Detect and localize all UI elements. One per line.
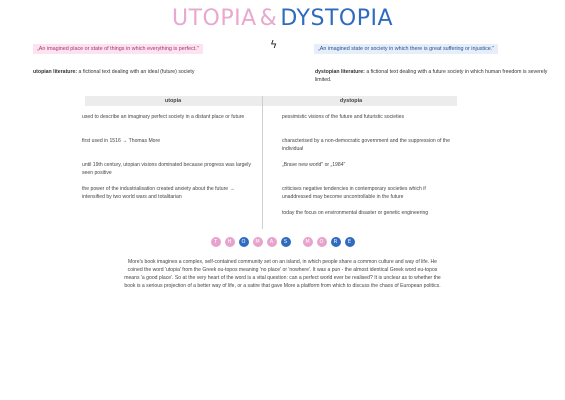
dystopia-row: pessimistic visions of the future and futuristic societies: [282, 114, 405, 120]
utopian-literature-definition: [33, 69, 273, 77]
thomas-more-paragraph: More's book imagines a complex, self-contained community set on an island, in which people share a common culture and way of life. He coined the word 'utopia' from the Greek ou-topos meaning 'no place' or 'nowhere'. It was a pun - the almost identical Greek word eu-topos means 'a good place'. So at the very heart of the word is a vital question: can a perfect world ever be realised? It is unclear as to whether the book is a serious projection of a better way of life, or a satire that gave More a platform from which to discuss the chaos of European politics.: [124, 259, 441, 290]
header-dystopia: dystopia: [339, 98, 363, 104]
utopia-row: used to describe an imaginary perfect society in a distant place or future: [82, 114, 245, 120]
name-letter-dot: T: [211, 237, 221, 247]
name-letter-dot: O: [239, 237, 249, 247]
title-ampersand: &: [259, 6, 278, 31]
name-letter-dot: A: [267, 237, 277, 247]
header-utopia: utopia: [164, 98, 182, 104]
utopia-row: first used in 1516 → Thomas More: [82, 138, 161, 144]
dystopia-row: today the focus on environmental disaster or genetic engineering: [282, 210, 429, 216]
lightning-icon: ϟ: [270, 38, 278, 51]
utopia-definition-quote: „An imagined place or state of things in which everything is perfect.": [33, 44, 203, 54]
comparison-table-header: [85, 96, 457, 106]
name-letter-dot: H: [225, 237, 235, 247]
name-letter-dot: M: [253, 237, 263, 247]
name-letter-dot: M: [303, 237, 313, 247]
thomas-more-dots: [0, 237, 565, 247]
dystopia-row: criticises negative tendencies in contemporary societies which if unaddressed may become uncontrollable in the future: [282, 186, 426, 200]
utopian-literature-text: a fictional text dealing with an ideal (future) society: [77, 69, 195, 75]
dystopian-literature-text: a fictional text dealing with a future society in which human freedom is severely limited.: [315, 69, 548, 83]
dystopia-row: „Brave new world" or „1984": [282, 162, 346, 168]
utopia-row: until 19th century, utopian visions dominated because progress was largely seen positive: [82, 162, 251, 176]
dystopian-literature-term: dystopian literature:: [315, 69, 365, 75]
dystopian-literature-definition: [315, 69, 555, 84]
page-title: [0, 6, 565, 31]
utopian-literature-term: utopian literature:: [33, 69, 78, 75]
dystopia-row: characterised by a non-democratic government and the suppression of the individual: [282, 138, 450, 152]
dystopia-definition-quote: „An imagined state or society in which there is great suffering or injustice.": [314, 44, 498, 54]
table-divider: [262, 96, 263, 229]
name-letter-dot: O: [317, 237, 327, 247]
name-letter-dot: E: [345, 237, 355, 247]
name-letter-dot: S: [281, 237, 291, 247]
title-dystopia: DYSTOPIA: [280, 6, 394, 31]
title-utopia: UTOPIA: [171, 6, 257, 31]
name-letter-dot: R: [331, 237, 341, 247]
utopia-row: the power of the industrialisation created anxiety about the future → intensified by two world wars and totalitarian: [82, 186, 235, 200]
